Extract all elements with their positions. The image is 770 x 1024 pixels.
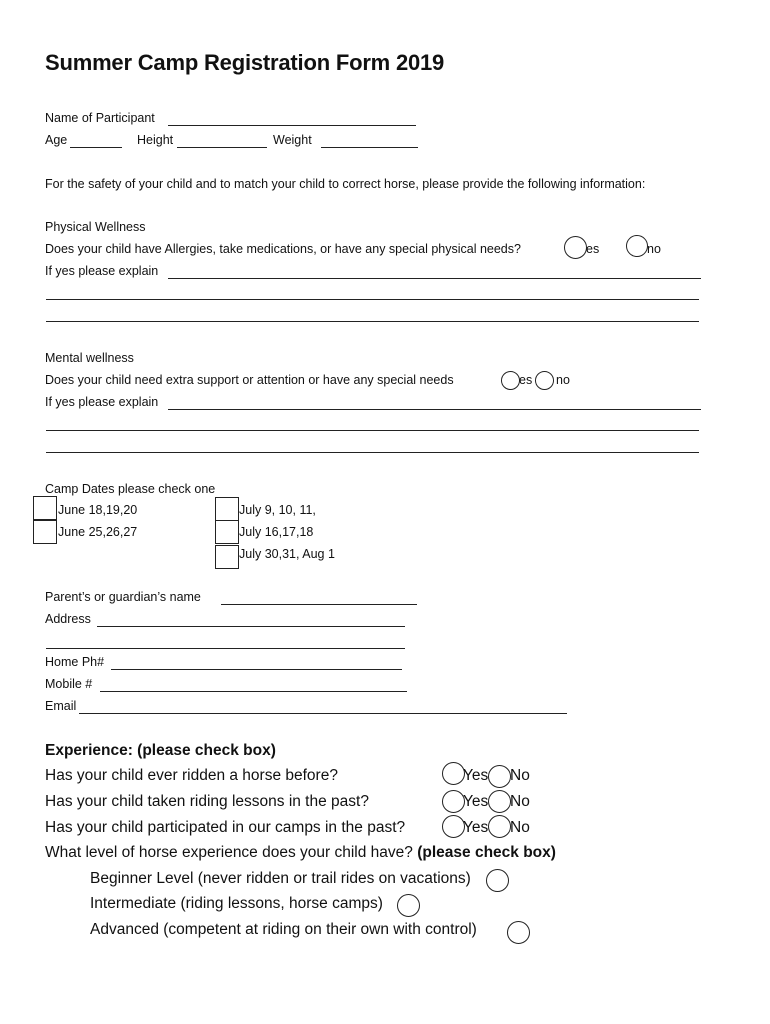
experience-question: Has your child ever ridden a horse before?: [45, 767, 338, 784]
camp-date-checkbox[interactable]: [33, 520, 57, 544]
participant-name-label: Name of Participant: [45, 111, 155, 125]
mental-yes-label: es: [519, 373, 533, 387]
camp-date-label: June 18,19,20: [58, 503, 138, 517]
experience-yes-label: Yes: [463, 767, 489, 784]
mental-question: Does your child need extra support or attention or have any special needs: [45, 373, 454, 387]
height-field[interactable]: [177, 147, 267, 148]
camp-date-label: July 16,17,18: [239, 525, 314, 539]
physical-yes-label: es: [586, 242, 600, 256]
camp-date-label: June 25,26,27: [58, 525, 138, 539]
experience-yes-label: Yes: [463, 819, 489, 836]
mental-explain-line[interactable]: [46, 452, 699, 453]
address-field[interactable]: [97, 626, 405, 627]
camp-date-checkbox[interactable]: [215, 497, 239, 521]
mental-yes-radio[interactable]: [501, 371, 520, 390]
address-line-2[interactable]: [46, 648, 405, 649]
physical-explain-line[interactable]: [46, 321, 699, 322]
height-label: Height: [137, 133, 174, 147]
parent-name-field[interactable]: [221, 604, 417, 605]
mental-no-radio[interactable]: [535, 371, 554, 390]
mental-explain-field[interactable]: [168, 409, 701, 410]
experience-level-label: Intermediate (riding lessons, horse camps): [90, 895, 383, 912]
experience-yes-radio[interactable]: [442, 815, 465, 838]
mental-explain-line[interactable]: [46, 430, 699, 431]
experience-level-radio[interactable]: [397, 894, 420, 917]
home-phone-field[interactable]: [111, 669, 402, 670]
participant-name-field[interactable]: [168, 125, 416, 126]
experience-yes-radio[interactable]: [442, 762, 465, 785]
email-field[interactable]: [79, 713, 567, 714]
experience-level-label: Beginner Level (never ridden or trail rides on vacations): [90, 870, 471, 887]
physical-heading: Physical Wellness: [45, 220, 146, 234]
intro-text: For the safety of your child and to match your child to correct horse, please provide the following information:: [45, 177, 646, 191]
physical-explain-line[interactable]: [46, 299, 699, 300]
experience-level-question: [45, 843, 556, 863]
experience-no-label: No: [510, 819, 530, 836]
weight-label: Weight: [273, 133, 312, 147]
age-label: Age: [45, 133, 68, 147]
camp-dates-heading: Camp Dates please check one: [45, 482, 216, 496]
age-field[interactable]: [70, 147, 122, 148]
mental-explain-label: If yes please explain: [45, 395, 159, 409]
experience-question: Has your child taken riding lessons in the past?: [45, 793, 369, 810]
experience-no-label: No: [510, 793, 530, 810]
experience-yes-label: Yes: [463, 793, 489, 810]
physical-explain-label: If yes please explain: [45, 264, 159, 278]
mobile-label: Mobile #: [45, 677, 93, 691]
experience-level-label: Advanced (competent at riding on their own with control): [90, 921, 477, 938]
experience-level-radio[interactable]: [486, 869, 509, 892]
physical-explain-field[interactable]: [168, 278, 701, 279]
experience-no-label: No: [510, 767, 530, 784]
experience-yes-radio[interactable]: [442, 790, 465, 813]
camp-date-label: July 30,31, Aug 1: [239, 547, 335, 561]
camp-date-checkbox[interactable]: [33, 496, 57, 520]
weight-field[interactable]: [321, 147, 418, 148]
physical-no-radio[interactable]: [626, 235, 648, 257]
page-title: Summer Camp Registration Form 2019: [45, 50, 445, 75]
physical-yes-radio[interactable]: [564, 236, 587, 259]
parent-name-label: Parent’s or guardian’s name: [45, 590, 201, 604]
experience-no-radio[interactable]: [488, 815, 511, 838]
experience-level-instruction: (please check box): [417, 844, 556, 861]
camp-date-label: July 9, 10, 11,: [239, 503, 316, 517]
address-label: Address: [45, 612, 91, 626]
mental-no-label: no: [556, 373, 570, 387]
home-phone-label: Home Ph#: [45, 655, 105, 669]
physical-no-label: no: [647, 242, 661, 256]
experience-no-radio[interactable]: [488, 765, 511, 788]
email-label: Email: [45, 699, 77, 713]
camp-date-checkbox[interactable]: [215, 520, 239, 544]
experience-level-radio[interactable]: [507, 921, 530, 944]
experience-heading: Experience: (please check box): [45, 742, 276, 759]
camp-date-checkbox[interactable]: [215, 545, 239, 569]
experience-level-question-text: What level of horse experience does your child have?: [45, 844, 413, 861]
physical-question: Does your child have Allergies, take medications, or have any special physical needs?: [45, 242, 521, 256]
experience-no-radio[interactable]: [488, 790, 511, 813]
mobile-field[interactable]: [100, 691, 407, 692]
mental-heading: Mental wellness: [45, 351, 134, 365]
experience-question: Has your child participated in our camps in the past?: [45, 819, 406, 836]
